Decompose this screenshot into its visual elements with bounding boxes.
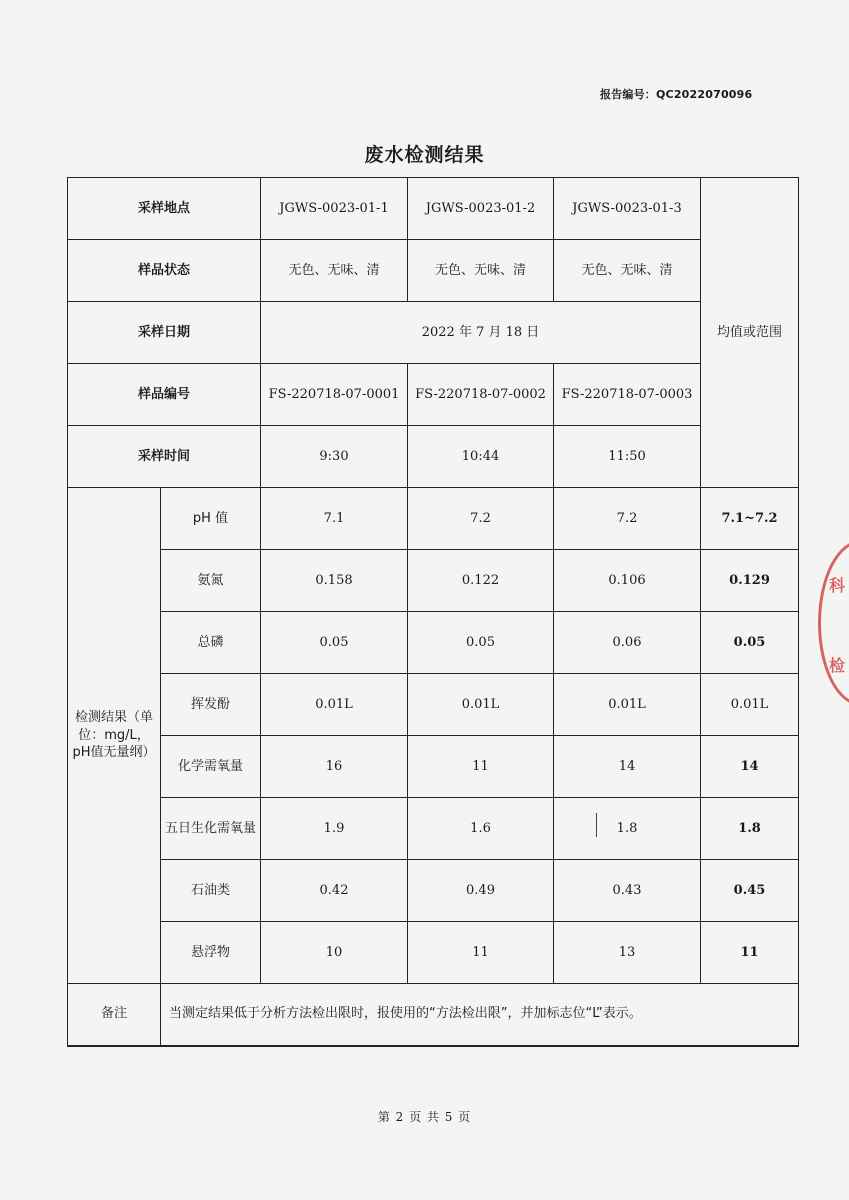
- sample-number-label: 样品编号: [68, 364, 261, 426]
- sample-number-cell: FS-220718-07-0002: [408, 364, 554, 426]
- sampling-date-value: 2022 年 7 月 18 日: [261, 302, 701, 364]
- result-value: 0.05: [261, 612, 408, 674]
- result-value: 0.106: [554, 550, 701, 612]
- result-value: 13: [554, 922, 701, 984]
- sampling-date-label: 采样日期: [68, 302, 261, 364]
- result-value: 1.9: [261, 798, 408, 860]
- summary-value: 1.8: [701, 798, 799, 860]
- results-label: 检测结果（单位：mg/L，pH值无量纲）: [68, 488, 161, 984]
- result-row-ph: [68, 488, 799, 550]
- site-cell: JGWS-0023-01-1: [261, 178, 408, 240]
- result-value: 0.158: [261, 550, 408, 612]
- seal-text-top: 科: [829, 576, 846, 595]
- result-value: 11: [408, 736, 554, 798]
- sampling-time-label: 采样时间: [68, 426, 261, 488]
- report-number: 报告编号：QC2022070096: [600, 88, 753, 101]
- site-cell: JGWS-0023-01-2: [408, 178, 554, 240]
- result-row-ss: [68, 922, 799, 984]
- result-value: 0.01L: [261, 674, 408, 736]
- result-value: 7.1: [261, 488, 408, 550]
- parameter-name: 挥发酚: [161, 674, 261, 736]
- result-value: 1.6: [408, 798, 554, 860]
- parameter-name: 氨氮: [161, 550, 261, 612]
- summary-value: 0.45: [701, 860, 799, 922]
- remark-text: 当测定结果低于分析方法检出限时，报使用的“方法检出限”，并加标志位“L”表示。: [161, 984, 799, 1046]
- site-cell: JGWS-0023-01-3: [554, 178, 701, 240]
- results-table: [67, 177, 799, 1047]
- time-cell: 9:30: [261, 426, 408, 488]
- sample-state-label: 样品状态: [68, 240, 261, 302]
- result-value: 0.122: [408, 550, 554, 612]
- summary-value: 14: [701, 736, 799, 798]
- row-remark: [68, 984, 799, 1046]
- row-sampling-date: [68, 302, 799, 364]
- result-value: 7.2: [554, 488, 701, 550]
- sampling-site-label: 采样地点: [68, 178, 261, 240]
- official-seal: [818, 540, 849, 706]
- time-cell: 10:44: [408, 426, 554, 488]
- result-value: 10: [261, 922, 408, 984]
- row-sample-number: [68, 364, 799, 426]
- seal-text-bottom: 检: [829, 656, 846, 675]
- result-value: 1.8: [554, 798, 701, 860]
- result-value: 0.05: [408, 612, 554, 674]
- row-sampling-site: [68, 178, 799, 240]
- remark-label: 备注: [68, 984, 161, 1046]
- summary-label: 均值或范围: [701, 178, 799, 488]
- result-row-ammonia: [68, 550, 799, 612]
- sample-number-cell: FS-220718-07-0001: [261, 364, 408, 426]
- sample-number-cell: FS-220718-07-0003: [554, 364, 701, 426]
- state-cell: 无色、无味、清: [261, 240, 408, 302]
- parameter-name: pH 值: [161, 488, 261, 550]
- summary-value: 0.05: [701, 612, 799, 674]
- result-value: 11: [408, 922, 554, 984]
- result-row-bod5: [68, 798, 799, 860]
- result-row-cod: [68, 736, 799, 798]
- state-cell: 无色、无味、清: [554, 240, 701, 302]
- result-value: 0.43: [554, 860, 701, 922]
- result-value: 0.01L: [554, 674, 701, 736]
- row-sampling-time: [68, 426, 799, 488]
- parameter-name: 石油类: [161, 860, 261, 922]
- result-value: 16: [261, 736, 408, 798]
- state-cell: 无色、无味、清: [408, 240, 554, 302]
- result-value: 0.01L: [408, 674, 554, 736]
- page-footer: 第 2 页 共 5 页: [377, 1110, 472, 1124]
- page-title: 废水检测结果: [364, 144, 485, 166]
- result-row-phosphorus: [68, 612, 799, 674]
- result-row-phenol: [68, 674, 799, 736]
- summary-value: 0.129: [701, 550, 799, 612]
- parameter-name: 悬浮物: [161, 922, 261, 984]
- result-row-oil: [68, 860, 799, 922]
- result-value: 7.2: [408, 488, 554, 550]
- result-value: 0.42: [261, 860, 408, 922]
- result-value: 14: [554, 736, 701, 798]
- result-value: 0.06: [554, 612, 701, 674]
- parameter-name: 化学需氧量: [161, 736, 261, 798]
- summary-value: 11: [701, 922, 799, 984]
- row-sample-state: [68, 240, 799, 302]
- summary-value: 0.01L: [701, 674, 799, 736]
- parameter-name: 五日生化需氧量: [161, 798, 261, 860]
- result-value: 0.49: [408, 860, 554, 922]
- summary-value: 7.1~7.2: [701, 488, 799, 550]
- time-cell: 11:50: [554, 426, 701, 488]
- parameter-name: 总磷: [161, 612, 261, 674]
- pen-mark: [596, 813, 597, 837]
